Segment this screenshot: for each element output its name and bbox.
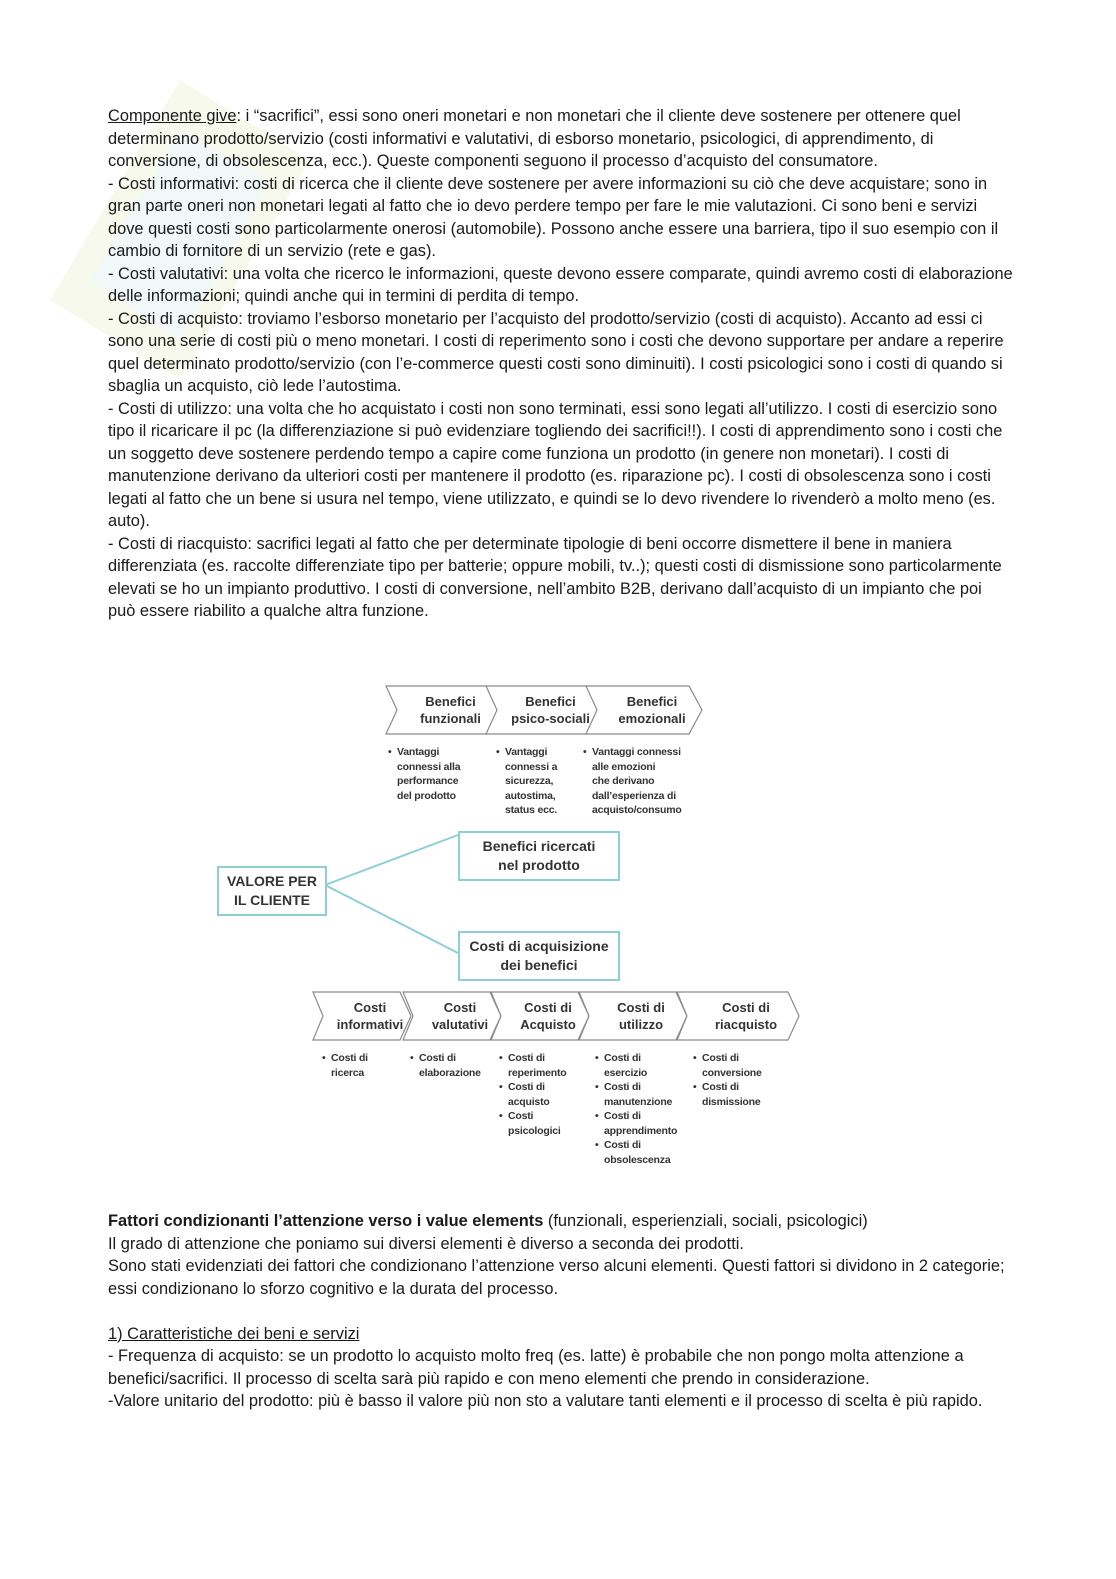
- bullet-line: reperimento: [508, 1066, 567, 1079]
- section-heading: [108, 1210, 1013, 1233]
- give-text: : i “sacrifici”, essi sono oneri monetari e non monetari che il cliente deve sostenere per ottenere quel determinano prodotto/servizio (costi informativi e valutativi, di esborso monetario, psicologici, di apprendimento, di conversione, di obsolescenza, ecc.). Queste componenti seguono il processo d’acquisto del consumatore.: [108, 107, 961, 170]
- bullet-line: • Vantaggi: [388, 745, 488, 760]
- bullet-line: esercizio: [604, 1066, 648, 1079]
- bullet-line: connessi alla: [397, 760, 461, 773]
- section-line: Il grado di attenzione che poniamo sui diversi elementi è diverso a seconda dei prodotti.: [108, 1234, 744, 1253]
- box-line: dei benefici: [500, 957, 578, 973]
- bullet-line: apprendimento: [604, 1124, 678, 1137]
- chevron-costi-informativi: [312, 991, 412, 1041]
- section-fattori: [108, 1210, 1013, 1413]
- bullets-costi-utilizzo: [595, 1051, 690, 1167]
- bullet-line: acquisto/consumo: [592, 804, 682, 816]
- box-line: Costi di acquisizione: [469, 938, 609, 954]
- bullet-line: connessi a: [505, 760, 558, 773]
- chevron-costi-riacquisto: [676, 991, 800, 1041]
- cost-item: - Costi valutativi: una volta che ricerco le informazioni, queste devono essere comparate, quindi avremo costi di elaborazione delle informazioni; quindi anche qui in termini di perdita di tempo.: [108, 264, 1013, 305]
- bullet-line: • Costi di: [595, 1051, 690, 1066]
- spacer: [108, 1300, 1013, 1323]
- bullet-line: • Costi di: [595, 1109, 690, 1124]
- box-line: VALORE PER: [227, 873, 317, 889]
- box-costi-acquisizione: [458, 931, 620, 981]
- section-title-suffix: (funzionali, esperienziali, sociali, psicologici): [543, 1212, 868, 1230]
- cost-item: - Costi di acquisto: troviamo l’esborso monetario per l’acquisto del prodotto/servizio (costi di acquisto). Accanto ad essi ci sono una serie di costi più o meno monetari. I costi di reperimento sono i costi che devono supportare per andare a reperire quel determinato prodotto/servizio (con l’e-commerce questi costi sono diminuiti). I costi psicologici sono i costi di quando si sbaglia un acquisto, ciò lede l’autostima.: [108, 309, 1004, 395]
- chevron-line: Benefici: [525, 694, 576, 709]
- bullet-line: autostima,: [505, 789, 556, 802]
- bullet-line: • Costi di: [499, 1051, 584, 1066]
- bullet-line: • Vantaggi connessi: [583, 745, 708, 760]
- value-diagram: [210, 675, 810, 1175]
- chevron-line: psico-sociali: [511, 711, 590, 726]
- bullet-line: alle emozioni: [592, 760, 656, 773]
- bullet-line: • Costi: [499, 1109, 584, 1124]
- bullet-line: • Costi di: [595, 1138, 690, 1153]
- chevron-line: funzionali: [420, 711, 481, 726]
- chevron-line: Costi di: [722, 1000, 770, 1015]
- bullet-line: • Costi di: [322, 1051, 402, 1066]
- bullets-costi-informativi: [322, 1051, 402, 1080]
- bullet-line: dismissione: [702, 1095, 761, 1108]
- section-title: Fattori condizionanti l’attenzione verso i value elements: [108, 1212, 544, 1230]
- give-title: Componente give: [108, 107, 237, 125]
- bullets-costi-acquisto: [499, 1051, 584, 1138]
- bullet-line: conversione: [702, 1066, 762, 1079]
- bullet-line: dall’esperienza di: [592, 789, 676, 802]
- bullets-costi-riacquisto: [693, 1051, 788, 1109]
- bullet-line: • Costi di: [499, 1080, 584, 1095]
- box-benefici-ricercati: [458, 831, 620, 881]
- bullet-line: elaborazione: [419, 1066, 481, 1079]
- chevron-line: utilizzo: [618, 1017, 664, 1032]
- chevron-costi-acquisto: [490, 991, 590, 1041]
- chevron-benefici-funzionali: [385, 685, 500, 735]
- bullet-line: • Costi di: [410, 1051, 500, 1066]
- box-line: Benefici ricercati: [482, 838, 596, 854]
- bullet-line: • Costi di: [595, 1080, 690, 1095]
- chevron-line: riacquisto: [714, 1017, 778, 1032]
- section-item: -Valore unitario del prodotto: più è basso il valore più non sto a valutare tanti elementi e il processo di scelta è più rapido.: [108, 1392, 983, 1410]
- bullet-line: performance: [397, 775, 459, 787]
- bullet-line: che derivano: [592, 775, 655, 787]
- bullet-line: acquisto: [508, 1095, 550, 1108]
- chevron-line: Costi di: [617, 1000, 665, 1015]
- chevron-line: Costi di: [524, 1000, 572, 1015]
- bullets-psico-sociali: [496, 745, 586, 818]
- chevron-line: Benefici: [425, 694, 476, 709]
- bullet-line: • Vantaggi: [496, 745, 586, 760]
- bullet-line: sicurezza,: [505, 775, 554, 787]
- chevron-costi-valutativi: [402, 991, 502, 1041]
- bullets-funzionali: [388, 745, 488, 803]
- section-line: Sono stati evidenziati dei fattori che condizionano l’attenzione verso alcuni elementi. Questi fattori si dividono in 2 categorie; essi condizionano lo sforzo cognitivo e la durata del processo.: [108, 1257, 1005, 1298]
- bullet-line: ricerca: [331, 1066, 365, 1079]
- cost-item: - Costi di riacquisto: sacrifici legati al fatto che per determinate tipologie di beni occorre dismettere il bene in maniera differenziata (es. raccolte differenziate tipo per batterie; oppure mobili, tv..); questi costi di dismissione sono particolarmente elevati se ho un impianto produttivo. I costi di conversione, nell’ambito B2B, derivano dall’acquisto di un impianto che poi può essere riabilito a qualche altra funzione.: [108, 534, 1002, 620]
- section-item: - Frequenza di acquisto: se un prodotto lo acquisto molto freq (es. latte) è probabile che non pongo molta attenzione a benefici/sacrifici. Il processo di scelta sarà più rapido e con meno elementi che prendo in considerazione.: [108, 1347, 964, 1388]
- box-valore-per-il-cliente: [217, 866, 327, 916]
- box-line: IL CLIENTE: [234, 892, 310, 908]
- chevron-benefici-emozionali: [585, 685, 703, 735]
- cost-item: - Costi informativi: costi di ricerca che il cliente deve sostenere per avere informazioni su ciò che deve acquistare; sono in gran parte oneri non monetari legati al fatto che io devo perdere tempo per fare le mie valutazioni. Ci sono beni e servizi dove questi costi sono particolarmente onerosi (automobile). Possono anche essere una barriera, tipo il suo esempio con il cambio di fornitore di un servizio (rete e gas).: [108, 174, 999, 260]
- cost-item: - Costi di utilizzo: una volta che ho acquistato i costi non sono terminati, essi sono legati all’utilizzo. I costi di esercizio sono tipo il ricaricare il pc (la differenziazione si può evidenziare togliendo dei sacrifici!!). I costi di apprendimento sono i costi che un soggetto deve sostenere perdendo tempo a capire come funziona un prodotto (in genere non monetari). I costi di manutenzione derivano da ulteriori costi per mantenere il prodotto (es. riparazione pc). I costi di obsolescenza sono i costi legati al fatto che un bene si usura nel tempo, viene utilizzato, e quindi se lo devo rivendere lo rivenderò a molto meno (es. auto).: [108, 399, 1003, 530]
- bullet-line: obsolescenza: [604, 1153, 671, 1166]
- bullets-costi-valutativi: [410, 1051, 500, 1080]
- bullet-line: • Costi di: [693, 1080, 788, 1095]
- chevron-line: informativi: [336, 1017, 404, 1032]
- bullet-line: status ecc.: [505, 804, 558, 816]
- chevron-line: Costi: [443, 1000, 477, 1015]
- bullet-line: manutenzione: [604, 1095, 673, 1108]
- bullet-line: del prodotto: [397, 789, 456, 802]
- chevron-costi-utilizzo: [578, 991, 688, 1041]
- chevron-line: Acquisto: [520, 1017, 576, 1032]
- main-text: [108, 105, 1013, 623]
- section-subtitle: 1) Caratteristiche dei beni e servizi: [108, 1324, 360, 1343]
- chevron-line: Costi: [353, 1000, 387, 1015]
- box-line: nel prodotto: [498, 857, 580, 873]
- chevron-line: emozionali: [618, 711, 686, 726]
- chevron-benefici-psico-sociali: [485, 685, 600, 735]
- bullets-emozionali: [583, 745, 708, 818]
- bullet-line: • Costi di: [693, 1051, 788, 1066]
- chevron-line: Benefici: [626, 694, 678, 709]
- chevron-line: valutativi: [431, 1017, 489, 1032]
- bullet-line: psicologici: [508, 1124, 561, 1137]
- paragraph-give: [108, 105, 1013, 173]
